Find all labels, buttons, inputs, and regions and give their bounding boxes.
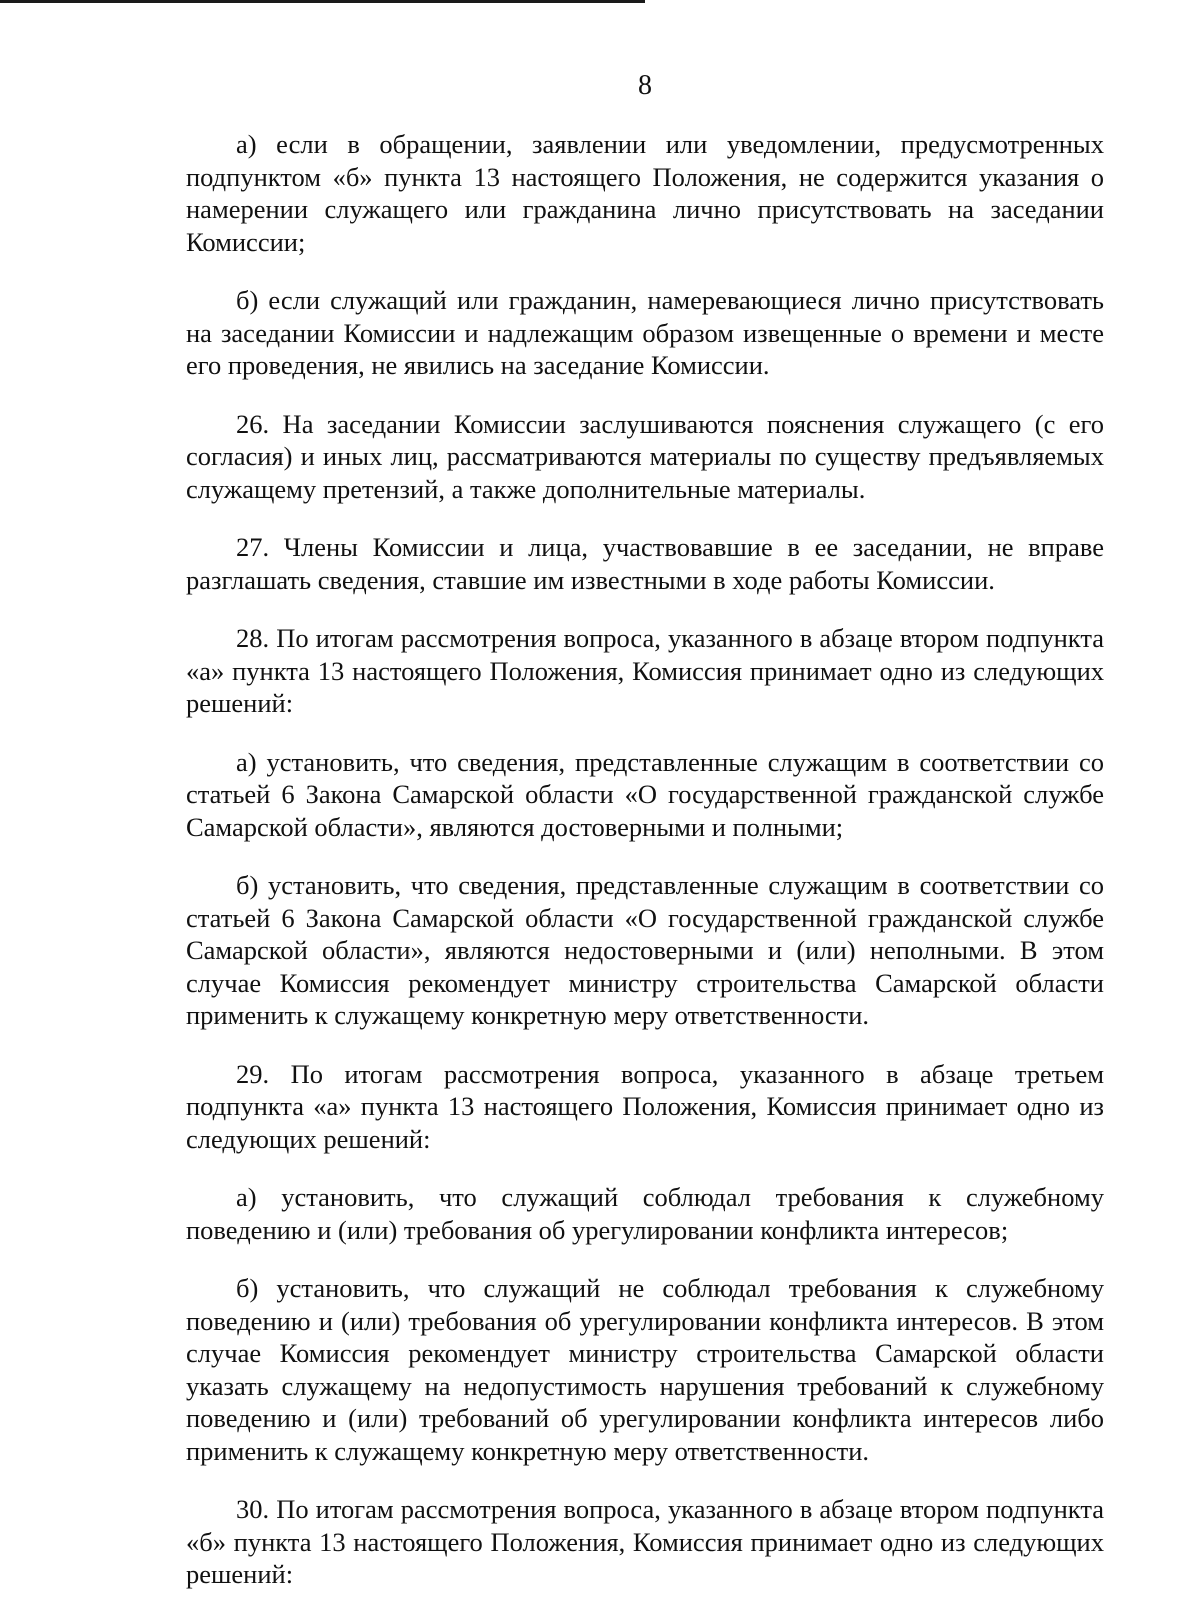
paragraph-29-a: а) установить, что служащий соблюдал требования к служебному поведению и (или) требования об урегулировании конфликта интересов;: [186, 1182, 1104, 1245]
paragraph-29-b: б) установить, что служащий не соблюдал требования к служебному поведению и (или) требования об урегулировании конфликта интересов. В этом случае Комиссия рекомендует министру строительства Самарской области указать служащему на недопустимость нарушения требований к служебному поведению и (или) требований об урегулировании конфликта интересов либо применить к служащему конкретную меру ответственности.: [186, 1273, 1104, 1466]
paragraph-28: 28. По итогам рассмотрения вопроса, указанного в абзаце втором подпункта «а» пункта 13 настоящего Положения, Комиссия принимает одно из следующих решений:: [186, 623, 1104, 718]
paragraph-subpoint-a-no-attendance: а) если в обращении, заявлении или уведомлении, предусмотренных подпунктом «б» пункта 13 настоящего Положения, не содержится указания о намерении служащего или гражданина лично присутствовать на заседании Комиссии;: [186, 129, 1104, 257]
document-body: [186, 128, 1104, 1617]
paragraph-27: 27. Члены Комиссии и лица, участвовавшие в ее заседании, не вправе разглашать сведения, ставшие им известными в ходе работы Комиссии.: [186, 532, 1104, 595]
paragraph-28-b: б) установить, что сведения, представленные служащим в соответствии со статьей 6 Закона Самарской области «О государственной гражданской службе Самарской области», являются недостоверными и (или) неполными. В этом случае Комиссия рекомендует министру строительства Самарской области применить к служащему конкретную меру ответственности.: [186, 870, 1104, 1030]
page-number: 8: [638, 70, 652, 101]
paragraph-26: 26. На заседании Комиссии заслушиваются пояснения служащего (с его согласия) и иных лиц, рассматриваются материалы по существу предъявляемых служащему претензий, а также дополнительные материалы.: [186, 408, 1104, 504]
paragraph-subpoint-b-no-show: б) если служащий или гражданин, намеревающиеся лично присутствовать на заседании Комиссии и надлежащим образом извещенные о времени и месте его проведения, не явились на заседание Комиссии.: [186, 285, 1104, 380]
paragraph-28-a: а) установить, что сведения, представленные служащим в соответствии со статьей 6 Закона Самарской области «О государственной гражданской службе Самарской области», являются достоверными и полными;: [186, 746, 1104, 842]
paragraph-30: 30. По итогам рассмотрения вопроса, указанного в абзаце втором подпункта «б» пункта 13 настоящего Положения, Комиссия принимает одно из следующих решений:: [186, 1494, 1104, 1589]
paragraph-29: 29. По итогам рассмотрения вопроса, указанного в абзаце третьем подпункта «а» пункта 13 настоящего Положения, Комиссия принимает одно из следующих решений:: [186, 1058, 1104, 1154]
top-rule: [0, 0, 645, 3]
